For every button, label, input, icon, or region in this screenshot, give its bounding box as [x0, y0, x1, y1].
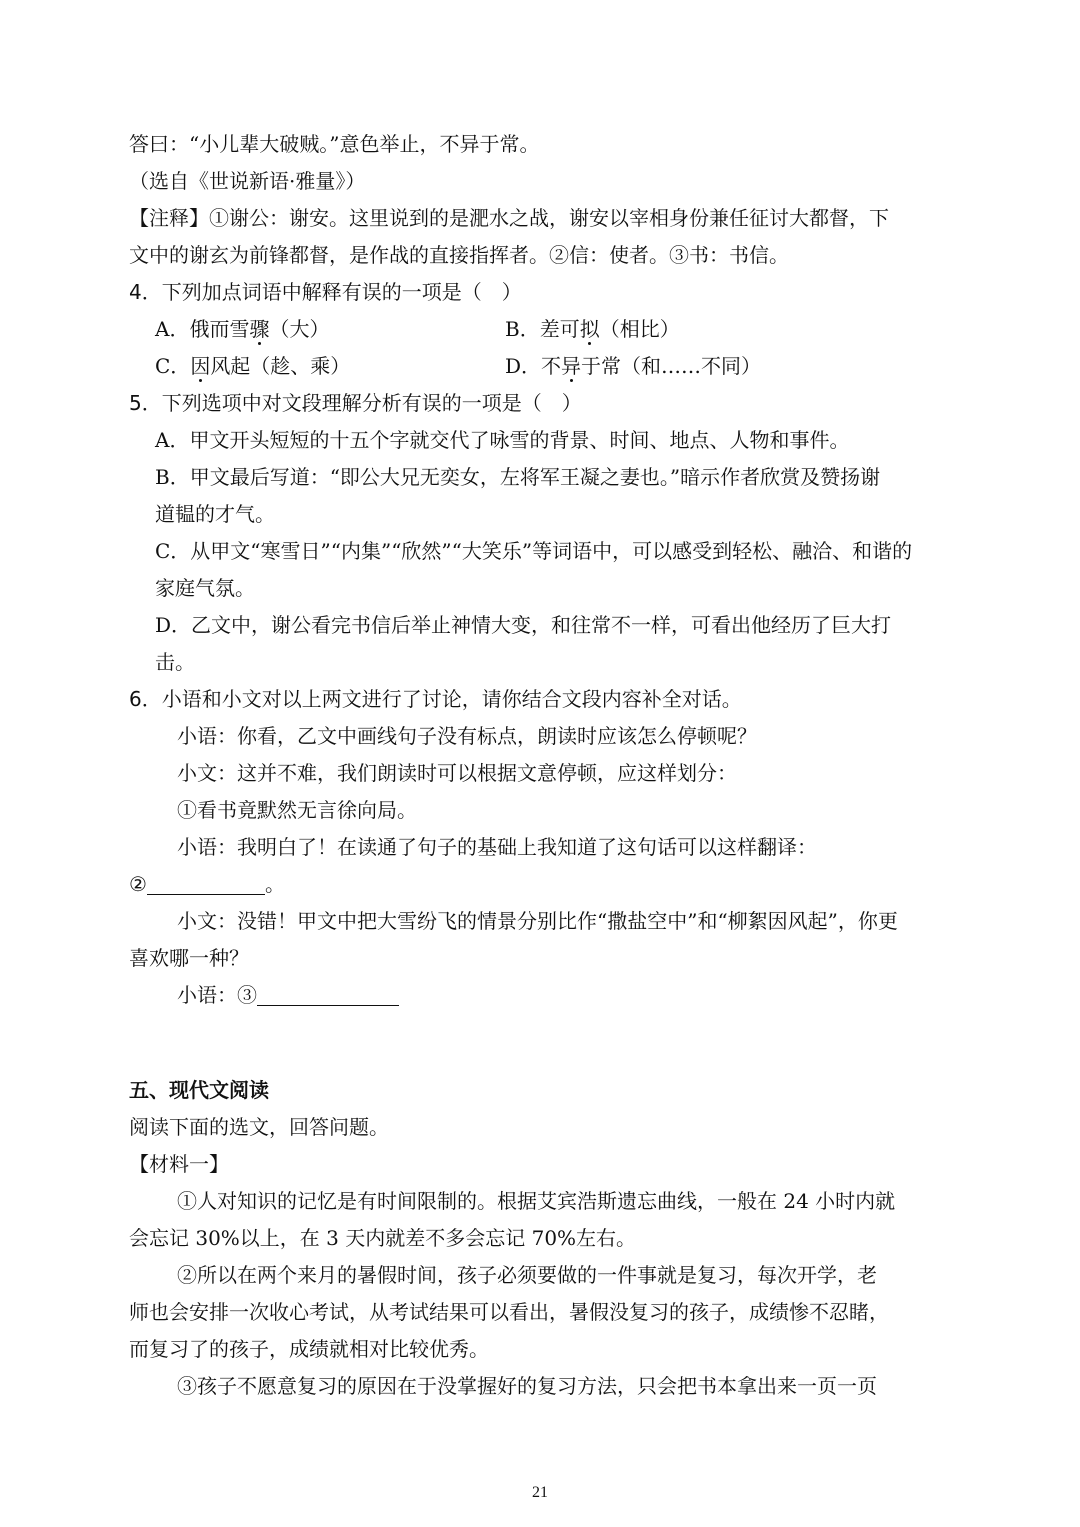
question-4-options-row [129, 311, 954, 348]
dotted-word: 异 [561, 354, 582, 378]
spacer [129, 1014, 954, 1072]
page-content [129, 126, 954, 1405]
dialogue-line: 小语：我明白了！在读通了句子的基础上我知道了这句话可以这样翻译： [177, 835, 817, 859]
answer-blank[interactable] [147, 872, 265, 895]
note-line: 文中的谢玄为前锋都督，是作战的直接指挥者。②信：使者。③书：书信。 [129, 243, 789, 267]
dialogue-line: 喜欢哪一种？ [129, 946, 249, 970]
option-b: B．差可拟（相比） [505, 317, 680, 341]
option-c-cont: 家庭气氛。 [155, 576, 255, 600]
dotted-word: 因 [190, 354, 211, 378]
answer-blank-line: 小语：③ [129, 977, 954, 1014]
option-d-cont: 击。 [155, 650, 195, 674]
option-a: A．俄而雪骤（大） [155, 317, 330, 341]
paragraph-line: 而复习了的孩子，成绩就相对比较优秀。 [129, 1337, 489, 1361]
passage-source: （选自《世说新语·雅量》） [129, 169, 366, 193]
option-c: C．因风起（趁、乘） [155, 354, 351, 378]
paragraph-line: 师也会安排一次收心考试，从考试结果可以看出，暑假没复习的孩子，成绩惨不忍睹， [129, 1300, 889, 1324]
option-a: A．甲文开头短短的十五个字就交代了咏雪的背景、时间、地点、人物和事件。 [155, 428, 850, 452]
option-b: B．甲文最后写道：“即公大兄无奕女，左将军王凝之妻也。”暗示作者欣赏及赞扬谢 [155, 465, 881, 489]
option-b-cont: 道韫的才气。 [155, 502, 275, 526]
answer-blank[interactable] [257, 983, 399, 1006]
dialogue-line: 小语：你看，乙文中画线句子没有标点，朗读时应该怎么停顿呢？ [177, 724, 757, 748]
paragraph-line: ①人对知识的记忆是有时间限制的。根据艾宾浩斯遗忘曲线，一般在 24 小时内就 [177, 1189, 896, 1213]
material-label: 【材料一】 [129, 1152, 229, 1176]
answer-blank-line: ② 。 [129, 872, 285, 896]
dialogue-line: 小文：这并不难，我们朗读时可以根据文意停顿，应这样划分： [177, 761, 737, 785]
section-instruction: 阅读下面的选文，回答问题。 [129, 1115, 389, 1139]
dotted-word: 拟 [579, 317, 600, 341]
paragraph-line: ③孩子不愿意复习的原因在于没掌握好的复习方法，只会把书本拿出来一页一页 [177, 1374, 877, 1398]
question-4-stem: 4．下列加点词语中解释有误的一项是（ ） [129, 280, 522, 304]
dotted-word: 骤 [249, 317, 270, 341]
question-5-stem: 5．下列选项中对文段理解分析有误的一项是（ ） [129, 391, 582, 415]
note-line: 【注释】①谢公：谢安。这里说到的是淝水之战，谢安以宰相身份兼任征讨大都督，下 [129, 206, 889, 230]
question-6-stem: 6．小语和小文对以上两文进行了讨论，请你结合文段内容补全对话。 [129, 687, 742, 711]
page-number: 21 [532, 1484, 548, 1501]
dialogue-line: 小文：没错！甲文中把大雪纷飞的情景分别比作“撒盐空中”和“柳絮因风起”，你更 [177, 909, 898, 933]
option-d: D．不异于常（和……不同） [505, 354, 762, 378]
question-4-options-row [129, 348, 954, 385]
option-c: C．从甲文“寒雪日”“内集”“欣然”“大笑乐”等词语中，可以感受到轻松、融洽、和谐的 [155, 539, 913, 563]
paragraph-line: 会忘记 30%以上，在 3 天内就差不多会忘记 70%左右。 [129, 1226, 637, 1250]
passage-answer-line: 答曰：“小儿辈大破贼。”意色举止，不异于常。 [129, 132, 540, 156]
section-title: 五、现代文阅读 [129, 1078, 269, 1102]
paragraph-line: ②所以在两个来月的暑假时间，孩子必须要做的一件事就是复习，每次开学，老 [177, 1263, 877, 1287]
dialogue-line: ①看书竟默然无言徐向局。 [177, 798, 417, 822]
option-d: D．乙文中，谢公看完书信后举止神情大变，和往常不一样，可看出他经历了巨大打 [155, 613, 892, 637]
